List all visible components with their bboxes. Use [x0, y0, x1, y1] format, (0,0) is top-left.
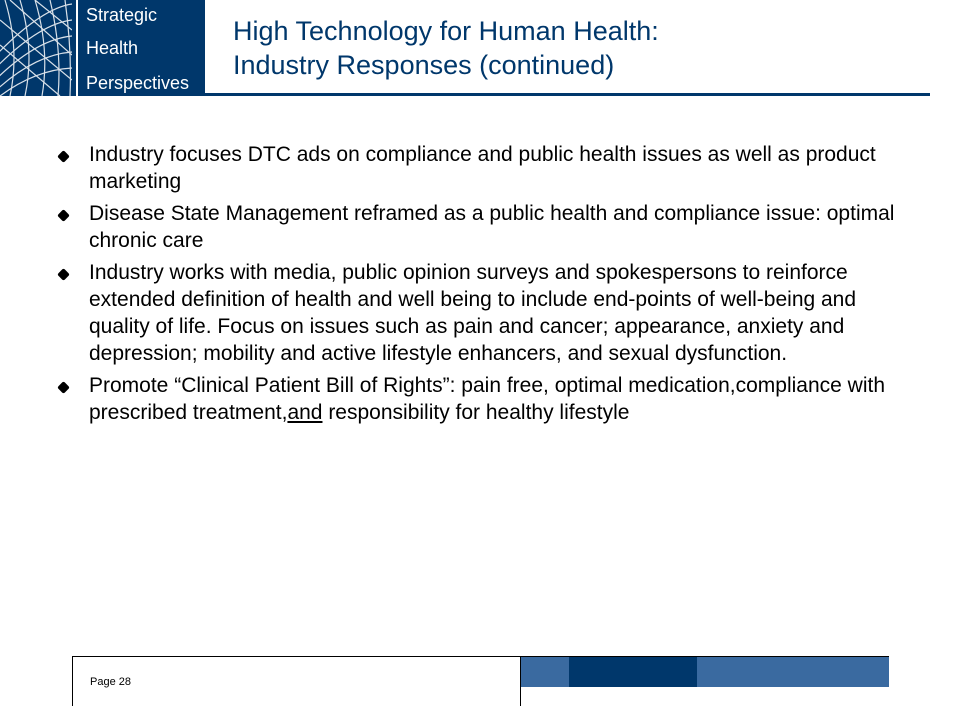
bullet-item: [60, 200, 900, 254]
bullet-list: [60, 141, 900, 431]
footer-color-block: [521, 657, 569, 687]
bullet-item: [60, 141, 900, 195]
globe-logo-icon: [0, 0, 72, 96]
bullet-diamond-icon: [57, 268, 70, 281]
bullet-item: [60, 372, 900, 426]
bullet-diamond-icon: [57, 209, 70, 222]
footer-color-block: [569, 657, 697, 687]
footer-color-block: [697, 657, 889, 687]
bullet-text-after: responsibility for healthy lifestyle: [322, 401, 630, 424]
bullet-item: [60, 259, 900, 367]
logo-divider: [76, 0, 78, 96]
title-underline-rule: [205, 93, 930, 96]
bullet-underlined-word: and: [287, 401, 323, 424]
slide-title-line-2: Industry Responses (continued): [233, 50, 615, 80]
slide-title: [233, 14, 923, 82]
bullet-text: Disease State Management reframed as a public health and compliance issue: optimal chronic care: [89, 202, 895, 252]
slide-title-line-1: High Technology for Human Health:: [233, 16, 659, 46]
bullet-text: Industry focuses DTC ads on compliance and public health issues as well as product marketing: [89, 143, 876, 193]
logo: [0, 0, 205, 96]
bullet-text-before: Promote “Clinical Patient Bill of Rights”: pain free, optimal medication,compliance with prescribed treatment,: [89, 374, 886, 424]
bullet-diamond-icon: [57, 150, 70, 163]
logo-word-health: Health: [86, 38, 139, 58]
logo-word-strategic: Strategic: [86, 5, 158, 25]
bullet-diamond-icon: [57, 381, 70, 394]
bullet-text: Industry works with media, public opinion surveys and spokespersons to reinforce extended definition of health and well being to include end-points of well-being and quality of life. Focus on issues such as pain and cancer; appearance, anxiety and depression; mobility and active lifestyle enhancers, and sexual dysfunction.: [89, 261, 857, 365]
logo-word-perspectives: Perspectives: [86, 73, 190, 93]
page-number: Page 28: [90, 676, 131, 688]
footer-left-rule: [72, 656, 73, 706]
